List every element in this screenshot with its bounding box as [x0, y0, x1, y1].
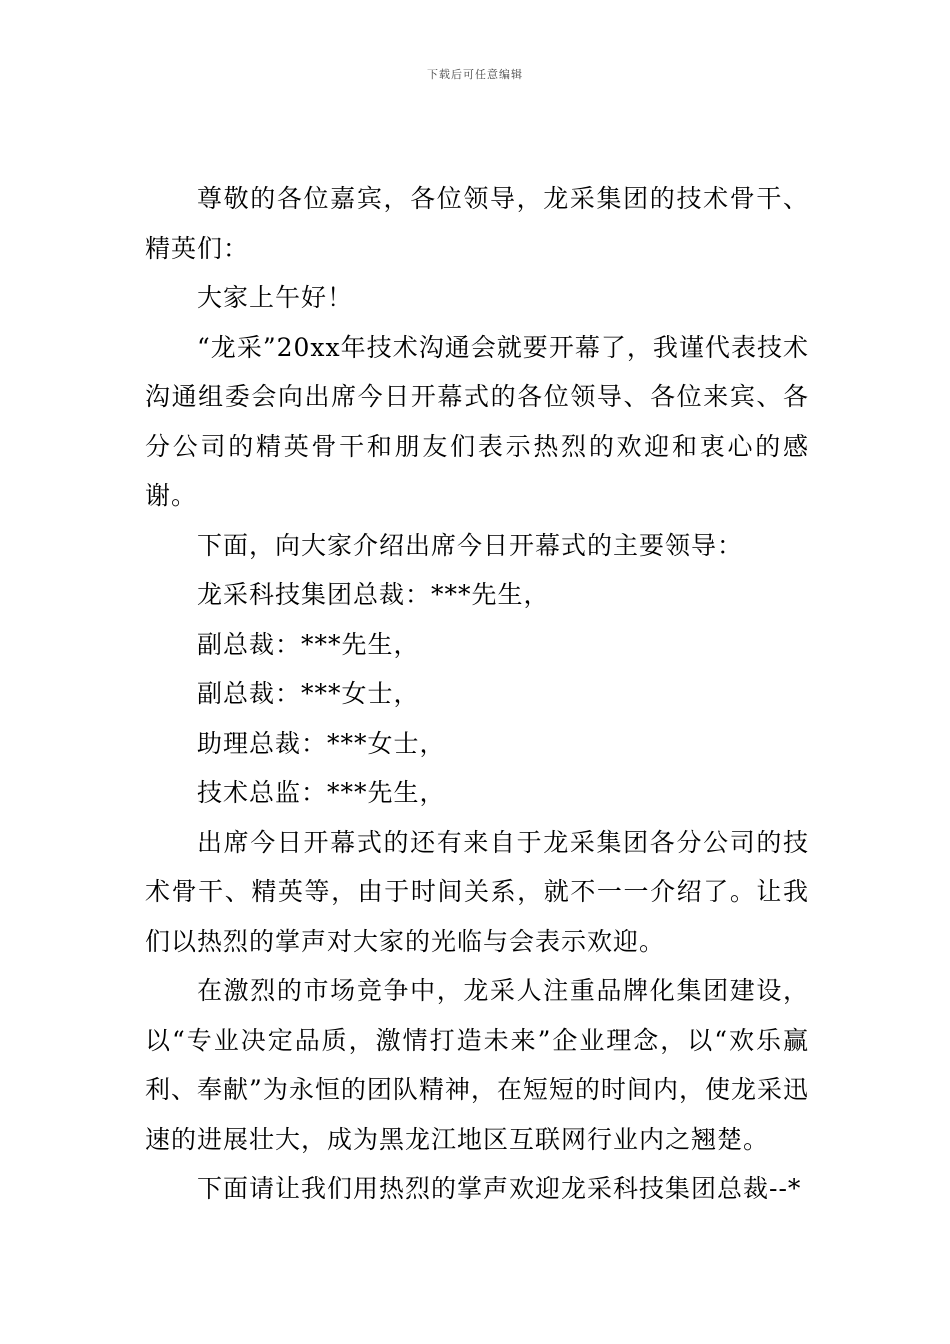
- paragraph-leader-vp-2: 副总裁：***女士，: [197, 679, 420, 708]
- paragraph-leader-assistant: 助理总裁：***女士，: [197, 728, 446, 758]
- speech-body: [145, 174, 809, 1214]
- paragraph-introduction: 下面，向大家介绍出席今日开幕式的主要领导：: [197, 530, 744, 560]
- paragraph-leader-president: 龙采科技集团总裁：***先生，: [197, 580, 550, 609]
- paragraph-company: 在激烈的市场竞争中，龙采人注重品牌化集团建设，以“专业决定品质，激情打造未来”企业理念，以“欢乐赢利、奉献”为永恒的团队精神，在短短的时间内，使龙采迅速的进展壮大，成为黑龙江地区互联网行业内之翘楚。: [145, 976, 809, 1154]
- paragraph-attendees: 出席今日开幕式的还有来自于龙采集团各分公司的技术骨干、精英等，由于时间关系，就不一一介绍了。让我们以热烈的掌声对大家的光临与会表示欢迎。: [145, 827, 809, 956]
- paragraph-greeting: 尊敬的各位嘉宾，各位领导，龙采集团的技术骨干、精英们：: [145, 184, 809, 263]
- paragraph-leader-cto: 技术总监：***先生，: [197, 778, 446, 807]
- paragraph-good-morning: 大家上午好！: [197, 283, 354, 312]
- header-note: 下载后可任意编辑: [427, 68, 523, 81]
- paragraph-leader-vp-1: 副总裁：***先生，: [197, 629, 420, 659]
- paragraph-closing: 下面请让我们用热烈的掌声欢迎龙采科技集团总裁--*: [197, 1174, 802, 1203]
- paragraph-welcome: “龙采”20xx年技术沟通会就要开幕了，我谨代表技术沟通组委会向出席今日开幕式的各位领导、各位来宾、各分公司的精英骨干和朋友们表示热烈的欢迎和衷心的感谢。: [145, 332, 809, 510]
